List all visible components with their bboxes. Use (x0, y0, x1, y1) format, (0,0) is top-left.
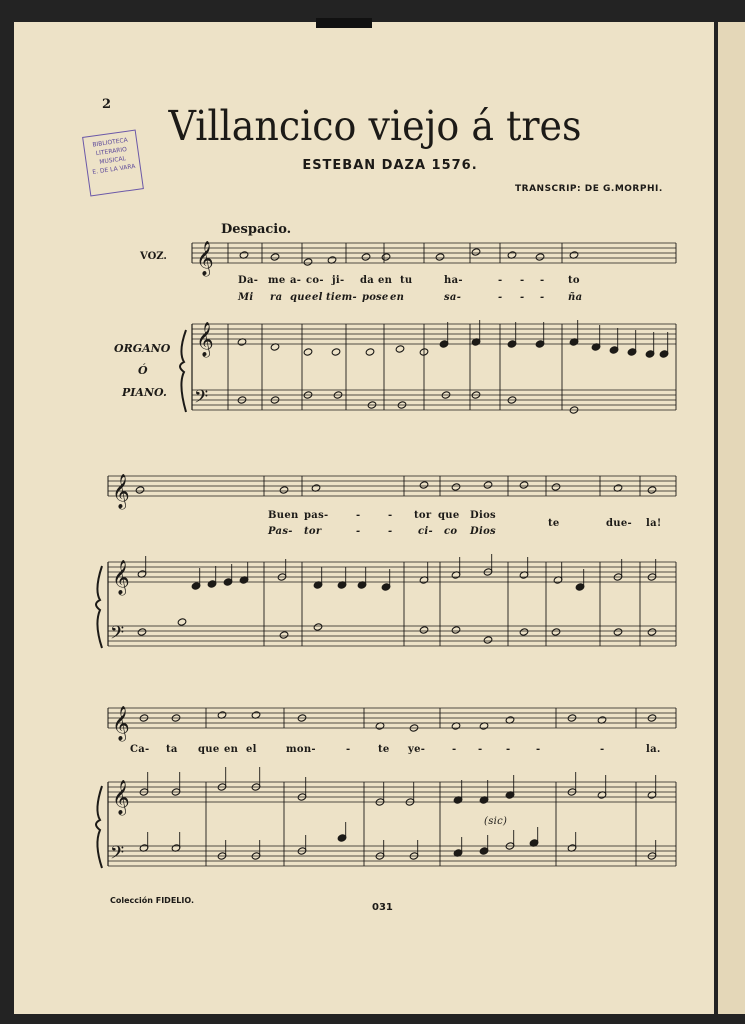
lyric-s1-l1-0: Da- (238, 275, 259, 286)
bass-note-s2 (483, 636, 493, 644)
lyric-s1-l2-12: ña (568, 292, 583, 303)
lyric-s3-2: que (198, 744, 220, 755)
transcription-credit: TRANSCRIP: DE G.MORPHI. (515, 184, 663, 194)
lyric-s1-l2-11: - (540, 292, 545, 303)
voice-note-s1 (361, 253, 371, 261)
voice-note-s2 (551, 483, 561, 491)
lyric-s2-l2-3: - (388, 526, 393, 537)
lyric-s3-0: Ca- (130, 744, 150, 755)
treble-clef-s2-voice: 𝄞 (112, 474, 130, 509)
lyric-s3-12: - (536, 744, 541, 755)
lyric-s1-l1-6: en (378, 275, 393, 286)
lyric-s1-l1-4: ji- (332, 275, 345, 286)
lyric-s1-l1-11: - (540, 275, 545, 286)
lyric-s2-l1-1: pas- (304, 510, 329, 521)
bass-note-s2 (613, 628, 623, 636)
lyric-s1-l2-2: que (290, 292, 312, 303)
lyric-s1-l1-10: - (520, 275, 525, 286)
brace-s1 (180, 330, 186, 412)
lyric-s2-end-2: la! (646, 518, 662, 529)
lyric-s1-l1-3: co- (306, 275, 324, 286)
bass-note-s2 (419, 626, 429, 634)
bass-clef-s1: 𝄢 (194, 387, 209, 412)
lyric-s1-l1-8: ha- (444, 275, 463, 286)
voice-note-s2 (483, 481, 493, 489)
bass-clef-s2: 𝄢 (110, 623, 125, 648)
voice-note-s1 (535, 253, 545, 261)
lyric-s3-4: el (246, 744, 257, 755)
song-title: Villancico viejo á tres (168, 102, 582, 150)
lyric-s1-l2-6: se (376, 292, 389, 303)
voice-label: VOZ. (140, 251, 167, 262)
lyric-s2-l2-1: tor (304, 526, 322, 537)
lyric-s2-l2-5: co (444, 526, 458, 537)
treble-clef-s1-piano: 𝄞 (196, 322, 214, 357)
lyric-s2-l1-3: - (388, 510, 393, 521)
lyric-s2-l1-2: - (356, 510, 361, 521)
composer-line: ESTEBAN DAZA 1576. (302, 158, 478, 173)
lyric-s1-l2-10: - (520, 292, 525, 303)
lyric-s1-l2-9: - (498, 292, 503, 303)
lyric-s3-14: la. (646, 744, 661, 755)
voice-note-s2 (519, 481, 529, 489)
bass-note-s2 (313, 623, 323, 631)
lyric-s3-3: en (224, 744, 239, 755)
lyric-s1-l1-1: me (268, 275, 286, 286)
library-stamp: BIBLIOTECA LITERARIO MUSICAL E. DE LA VARA (82, 130, 144, 197)
piano-label: PIANO. (122, 386, 167, 399)
bass-note-s2 (137, 628, 147, 636)
organ-note-s1 (331, 348, 341, 356)
bass-note-s2 (177, 618, 187, 626)
treble-clef-s3-voice: 𝄞 (112, 706, 130, 741)
or-label: Ó (138, 364, 148, 377)
lyric-s3-13: - (600, 744, 605, 755)
organ-note-s1 (395, 345, 405, 353)
lyric-s3-7: te (378, 744, 390, 755)
organ-note-s1 (303, 348, 313, 356)
lyric-s1-l2-3: el (312, 292, 323, 303)
treble-clef-s3-piano: 𝄞 (112, 780, 130, 815)
voice-note-s1 (435, 253, 445, 261)
bass-note-s2 (451, 626, 461, 634)
lyric-s1-l2-5: po (362, 292, 377, 303)
bass-clef-s3: 𝄢 (110, 843, 125, 868)
lyric-s2-end-1: due- (606, 518, 632, 529)
lyric-s1-l1-2: a- (290, 275, 302, 286)
lyric-s1-l2-7: en (390, 292, 405, 303)
voice-note-s2 (135, 486, 145, 494)
lyric-s2-end-0: te (548, 518, 560, 529)
lyric-s1-l1-9: - (498, 275, 503, 286)
lyric-s3-1: ta (166, 744, 178, 755)
voice-note-s2 (451, 483, 461, 491)
lyric-s2-l1-0: Buen (268, 510, 299, 521)
organ-note-s1 (365, 348, 375, 356)
lyric-s3-11: - (506, 744, 511, 755)
brace-s2 (96, 566, 102, 648)
sic-annotation: (sic) (484, 816, 508, 827)
lyric-s3-5: mon- (286, 744, 316, 755)
voice-note-s1 (471, 248, 481, 256)
page-number: 2 (102, 97, 112, 112)
treble-clef-s2-piano: 𝄞 (112, 560, 130, 595)
bass-note-s2 (551, 628, 561, 636)
collection-footer: Colección FIDELIO. (110, 896, 195, 905)
plate-number: 031 (372, 902, 393, 913)
lyric-s1-l2-4: tiem- (326, 292, 358, 303)
lyric-s1-l1-5: da (360, 275, 375, 286)
voice-note-s1 (270, 253, 280, 261)
lyric-s2-l2-0: Pas- (268, 526, 293, 537)
lyric-s1-l2-8: sa- (444, 292, 462, 303)
lyric-s1-l1-7: tu (400, 275, 413, 286)
brace-s3 (96, 786, 102, 868)
lyric-s2-l1-4: tor (414, 510, 432, 521)
lyric-s2-l2-4: ci- (418, 526, 433, 537)
lyric-s2-l2-2: - (356, 526, 361, 537)
lyric-s3-10: - (478, 744, 483, 755)
voice-note-s2 (419, 481, 429, 489)
voice-note-s1 (381, 253, 391, 261)
lyric-s2-l2-6: Dios (470, 526, 496, 537)
lyric-s2-l1-6: Dios (470, 510, 496, 521)
treble-clef-s1-voice: 𝄞 (196, 241, 214, 276)
lyric-s1-l1-12: to (568, 275, 580, 286)
bass-note-s2 (279, 631, 289, 639)
voice-note-s2 (647, 486, 657, 494)
organ-label: ORGANO (114, 342, 171, 355)
lyric-s3-8: ye- (408, 744, 426, 755)
bass-note-s2 (519, 628, 529, 636)
lyric-s1-l2-1: ra (270, 292, 283, 303)
lyric-s1-l2-0: Mi (238, 292, 254, 303)
lyric-s3-9: - (452, 744, 457, 755)
voice-note-s2 (279, 486, 289, 494)
voice-note-s1 (303, 258, 313, 266)
tempo-marking: Despacio. (221, 222, 292, 237)
lyric-s3-6: - (346, 744, 351, 755)
lyric-s2-l1-5: que (438, 510, 460, 521)
bass-note-s2 (647, 628, 657, 636)
